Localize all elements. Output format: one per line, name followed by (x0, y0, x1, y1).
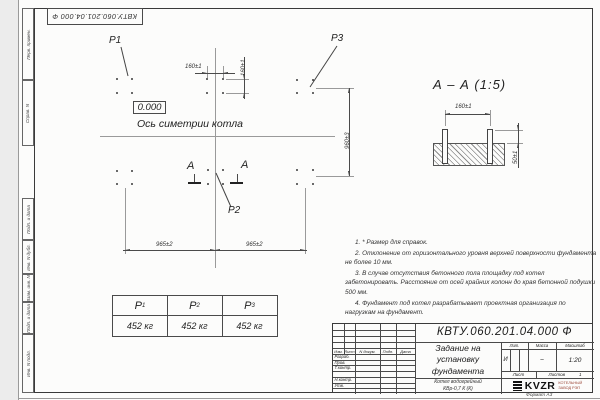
load-value: 452 кг (181, 320, 208, 331)
lit-value: И (503, 357, 508, 363)
col-label: Лист (344, 348, 355, 354)
tb-row-tkontr: Т.контр. (334, 365, 352, 371)
plan-label-p3: P3 (331, 33, 344, 44)
section-mark-letter-right: А (241, 159, 249, 171)
tb-line (333, 336, 415, 337)
tb-sheet (501, 371, 536, 378)
margin-label: Справ. N (25, 103, 31, 123)
scale-label: Масштаб (565, 343, 585, 348)
tb-line (333, 342, 415, 343)
margin-label: Подп. и дата (25, 303, 31, 333)
axis-caption: Ось симетрии котла (137, 118, 244, 130)
col-label: N докум. (359, 348, 376, 354)
sheet-label: Лист (512, 372, 525, 377)
dim-arrow (485, 113, 490, 115)
load-table-header-p2 (167, 296, 222, 315)
header-sub: 1 (142, 302, 146, 309)
tb-sheets (536, 371, 594, 378)
section-dim-width: 160±1 (455, 104, 472, 110)
load-table (112, 295, 278, 337)
top-doc-stamp-text: КВТУ.060.201.04.000 Ф (52, 12, 138, 22)
col-label: Изм. (334, 348, 343, 354)
product-line: КВр-0,7 К (К) (443, 386, 473, 392)
tb-row-prov: Пров. (334, 359, 346, 365)
elevation-value: 0.000 (137, 101, 162, 113)
tb-row-nkontr: Н.контр. (334, 376, 353, 382)
tb-row-utv: Утв. (334, 382, 345, 388)
header-symbol: P (244, 299, 252, 312)
dim-line (445, 114, 490, 115)
header-sub: 3 (251, 302, 255, 309)
tb-line (380, 324, 381, 394)
tb-lit-value (501, 349, 510, 371)
dim-arrow (445, 113, 450, 115)
scale-value: 1:20 (568, 356, 582, 364)
load-value: 452 кг (236, 320, 263, 331)
tb-row-razrab: Разраб. (334, 354, 350, 359)
load-table-value-2 (167, 315, 222, 336)
mass-label: Масса (535, 343, 549, 348)
lit-label: Лит. (509, 343, 520, 348)
title-line: фундамента (431, 365, 485, 376)
tb-col-podp (380, 348, 396, 354)
margin-label: Инв. N подл. (25, 350, 31, 377)
tb-line (333, 371, 415, 372)
margin-label: Перв. примен. (25, 28, 31, 60)
tb-scale-label (556, 342, 594, 349)
section-dim-height: 50±1 (513, 150, 519, 164)
tb-line (519, 349, 520, 371)
title-block (332, 323, 593, 393)
doc-number-text: КВТУ.060.201.04.000 Ф (436, 326, 573, 339)
company-line: ЗАВОД РЭП (558, 386, 581, 390)
section-mark-letter-left: А (187, 160, 195, 172)
tb-logo-cell (501, 378, 594, 394)
load-value: 452 кг (126, 320, 154, 331)
tb-line (355, 324, 356, 394)
header-symbol: P (189, 299, 197, 312)
dim-top-v: 160±1 (241, 59, 247, 76)
dim-arrow (517, 143, 519, 148)
dim-arrow (517, 125, 519, 130)
title-line: Задание на (435, 342, 481, 353)
dim-bottom-right: 965±2 (246, 242, 263, 248)
note-4: 4. Фундамент под котел разрабатывает проектная организация по нагрузкам на фундамент. (345, 299, 566, 317)
ext-line (507, 143, 523, 144)
plan-label-p1: P1 (109, 35, 122, 46)
company-name (558, 381, 582, 392)
note-2: 2. Отклонение от горизонтального уровня верхней поверхности фундамента не более 10 мм. (345, 249, 597, 267)
tb-col-data (396, 348, 415, 354)
note-3: 3. В случае отсутствия бетонного пола площадку под котел забетонировать. Расстояние от осей крайних колонн до края бетонной подушки 500 мм. (345, 269, 596, 297)
ext-line (490, 110, 491, 126)
anchor-bolt-left (442, 129, 448, 164)
section-title: А – А (1:5) (433, 77, 507, 92)
header-symbol: P (134, 299, 142, 312)
notes (345, 238, 597, 319)
tb-col-doc (355, 348, 380, 354)
tb-line (510, 349, 511, 371)
logo-text: KVZR (524, 380, 556, 392)
tb-title (415, 342, 501, 378)
tb-mass-label (528, 342, 556, 349)
load-table-value-1 (113, 315, 167, 336)
tb-line (333, 383, 415, 384)
tb-line (333, 330, 415, 331)
sheets-value: 1 (578, 372, 582, 377)
plan-label-p2: P2 (228, 205, 241, 216)
tb-line (396, 324, 397, 394)
tb-line (333, 388, 415, 389)
tb-scale-value (556, 349, 594, 371)
dim-top-h: 160±1 (185, 64, 202, 70)
load-table-header-p3 (222, 296, 277, 315)
dim-right-v: 960±3 (345, 132, 351, 149)
mass-value: – (540, 357, 544, 363)
note-1: 1. * Размер для справок. (355, 239, 428, 246)
anchor-bolt-right (487, 129, 493, 164)
tb-lit-label (501, 342, 528, 349)
title-line: установку (436, 354, 480, 365)
format-label: Формат А3 (526, 393, 553, 398)
product-line: Котел водогрейный (434, 378, 482, 385)
header-sub: 2 (196, 302, 200, 309)
company-line: КОТЕЛЬНЫЙ (558, 380, 583, 385)
dim-bottom-left: 965±2 (156, 242, 173, 248)
col-label: Дата (400, 348, 411, 354)
tb-mass-value (528, 349, 556, 371)
col-label: Подп. (382, 348, 394, 354)
tb-product (415, 378, 501, 394)
load-table-header-p1 (113, 296, 167, 315)
tb-doc-number (415, 324, 594, 342)
logo-bars-icon (513, 381, 522, 391)
sheets-label: Листов (548, 372, 565, 377)
load-table-value-3 (222, 315, 277, 336)
margin-label: Инв. N дубл. (25, 243, 31, 271)
margin-label: Подп. и дата (25, 204, 31, 234)
margin-label: Взам. инв. N (25, 274, 31, 302)
